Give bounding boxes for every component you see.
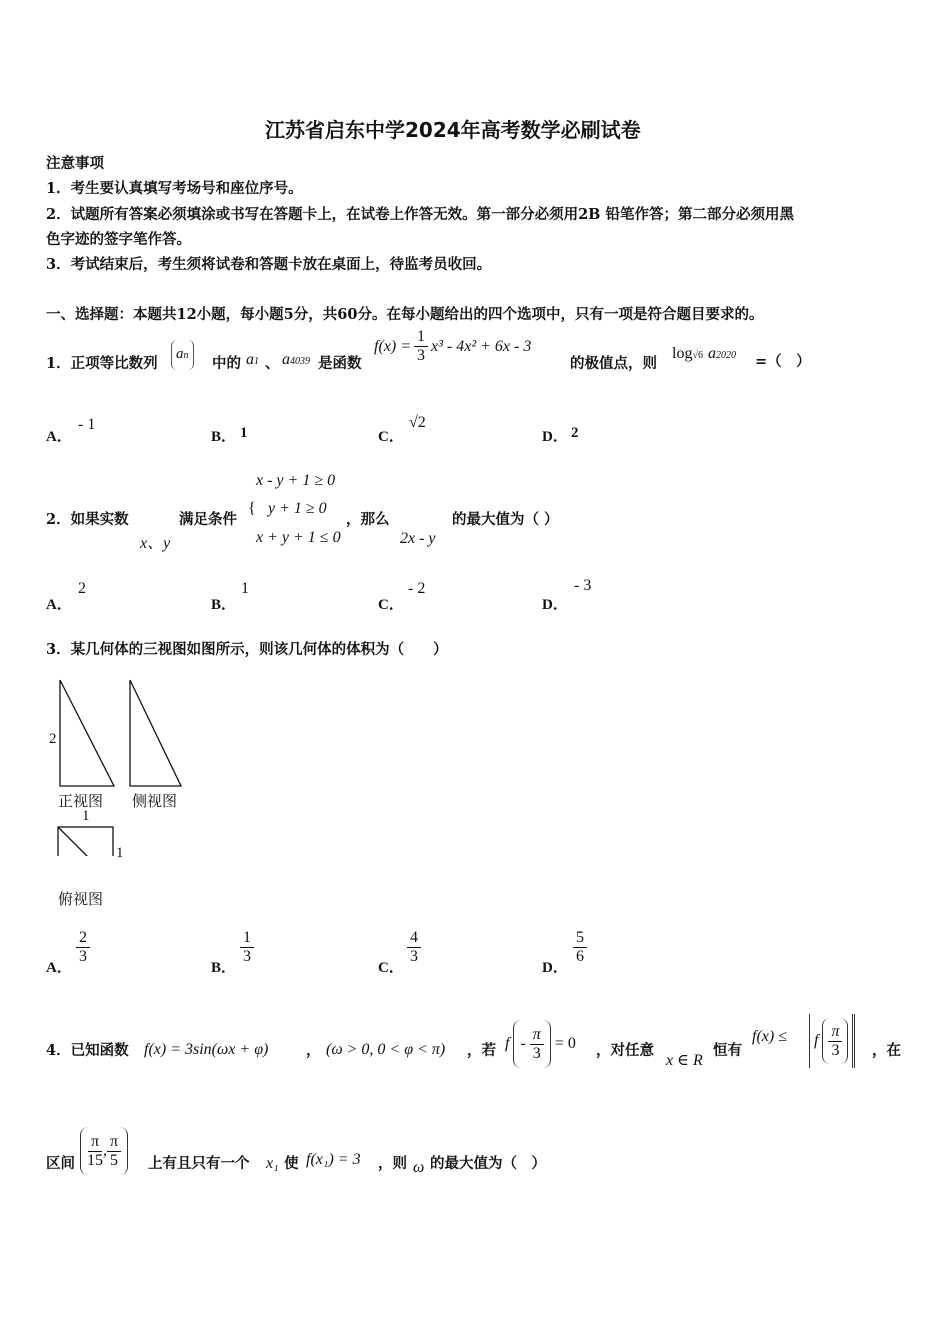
q2-option-c-label: C． (378, 597, 404, 613)
q2-vars: x、y (140, 535, 171, 552)
q4-text-10: ，则 (378, 1155, 407, 1172)
q1-text-6: =（ ） (755, 353, 811, 370)
q4-text-5: 恒有 (713, 1042, 742, 1059)
notice-item-3: 3．考试结束后，考生须将试卷和答题卡放在桌面上，待监考员收回。 (46, 256, 492, 273)
notice-item-1: 1．考生要认真填写考场号和座位序号。 (46, 180, 303, 197)
q2-text-4: 的最大值为（ ） (452, 511, 559, 528)
side-view (130, 680, 181, 786)
q3-option-a-value: $\frac{2}{3}$ (76, 929, 90, 966)
page-title: 江苏省启东中学2024年高考数学必刷试卷 (265, 118, 641, 142)
q3-option-d-label: D． (542, 960, 568, 976)
q1-option-a-label: A． (46, 429, 72, 445)
q2-option-a-label: A． (46, 597, 72, 613)
q3-three-view-figure (44, 676, 194, 856)
q2-text-1: 2．如果实数 (46, 511, 129, 528)
q2-text-2: 满足条件 (179, 511, 237, 528)
q2-text-3: ，那么 (346, 511, 390, 528)
q3-option-c-value: $\frac{4}{3}$ (407, 929, 421, 966)
q4-text-9: 使 (284, 1155, 299, 1172)
q4-fx1: f(x₁) = 3 (306, 1151, 361, 1168)
q4-omega: ω (413, 1159, 425, 1176)
q4-text-6: ，在 (872, 1042, 901, 1059)
q1-option-d-value: 2 (571, 425, 579, 441)
q1-a1: a1 (246, 351, 259, 368)
q1-log: log√6 a2020 (672, 345, 737, 362)
q1-option-b-value: 1 (240, 425, 248, 441)
q1-option-c-value: √2 (409, 414, 426, 431)
q2-expr: 2x - y (400, 530, 436, 547)
q4-text-4: ，对任意 (596, 1042, 654, 1059)
q1-text-2: 中的 (212, 355, 241, 372)
q1-function: f(x) = $\frac{1}{3}$ x³ - 4x² + 6x - 3 (374, 328, 532, 364)
section-heading: 一、选择题：本题共12小题，每小题5分，共60分。在每小题给出的四个选项中，只有一项是符合题目要求的。 (46, 306, 764, 323)
q3-front-view-label: 正视图 (58, 792, 104, 810)
q4-interval: $\frac{\pi}{15}$ , $\frac{\pi}{5}$ (80, 1127, 128, 1175)
q3-option-b-label: B． (211, 960, 237, 976)
q3-dim-height: 2 (49, 731, 57, 747)
q2-cond-1: x - y + 1 ≥ 0 (256, 472, 336, 489)
q1-sequence: an (171, 340, 194, 370)
q1-text-1: 1．正项等比数列 (46, 355, 158, 372)
q1-text-5: 的极值点，则 (570, 355, 657, 372)
q2-option-c-value: - 2 (408, 580, 426, 597)
top-view (58, 827, 113, 856)
q2-option-d-label: D． (542, 597, 568, 613)
q2-brace: { (248, 500, 256, 517)
notice-item-2: 2．试题所有答案必须填涂或书写在答题卡上，在试卷上作答无效。第一部分必须用2B 铅笔作答；第二部分必须用黑 (46, 206, 794, 223)
q4-text-8: 上有且只有一个 (148, 1155, 250, 1172)
q3-option-a-label: A． (46, 960, 72, 976)
q1-option-a-value: - 1 (78, 416, 96, 433)
q2-cond-2: y + 1 ≥ 0 (268, 500, 327, 517)
q3-side-view-label: 侧视图 (132, 792, 178, 810)
q4-text-3: ，若 (467, 1042, 496, 1059)
notice-heading: 注意事项 (46, 155, 104, 172)
q2-option-b-label: B． (211, 597, 237, 613)
q1-a4039: a4039 (282, 351, 310, 368)
q4-x1: x₁ (266, 1155, 279, 1172)
q4-abs-f-pi-3: f $\frac{\pi}{3}$ (809, 1014, 855, 1068)
q1-fraction: $\frac{1}{3}$ (414, 328, 428, 365)
q4-condition: (ω > 0, 0 < φ < π) (326, 1041, 446, 1058)
q2-cond-3: x + y + 1 ≤ 0 (256, 529, 341, 546)
q3-option-c-label: C． (378, 960, 404, 976)
q2-option-d-value: - 3 (574, 577, 592, 594)
q3-dim-top-width: 1 (82, 808, 90, 824)
q2-option-a-value: 2 (78, 580, 86, 597)
q1-option-b-label: B． (211, 429, 237, 445)
q1-option-c-label: C． (378, 429, 404, 445)
q4-function: f(x) = 3sin(ωx + φ) (144, 1041, 269, 1058)
q3-option-d-value: $\frac{5}{6}$ (573, 929, 587, 966)
q1-text-3: 、 (265, 355, 280, 372)
front-view (60, 680, 114, 786)
q3-dim-top-depth: 1 (116, 845, 124, 861)
q4-text-1: 4．已知函数 (46, 1042, 129, 1059)
q2-option-b-value: 1 (241, 580, 249, 597)
q4-x-in-r: x ∈ R (666, 1052, 703, 1069)
q4-text-7: 区间 (46, 1155, 75, 1172)
notice-item-2-cont: 色字迹的签字笔作答。 (46, 231, 191, 248)
q4-text-2: ， (306, 1042, 321, 1059)
q3-option-b-value: $\frac{1}{3}$ (240, 929, 254, 966)
q4-inequality: f(x) ≤ (752, 1028, 787, 1045)
q1-option-d-label: D． (542, 429, 568, 445)
q1-text-4: 是函数 (318, 355, 362, 372)
q4-text-11: 的最大值为（ ） (430, 1155, 546, 1172)
q3-top-view-label: 俯视图 (58, 890, 104, 908)
q4-f-neg-pi-3: f - $\frac{\pi}{3}$ = 0 (505, 1020, 576, 1068)
q3-text: 3．某几何体的三视图如图所示，则该几何体的体积为（ ） (46, 641, 448, 658)
